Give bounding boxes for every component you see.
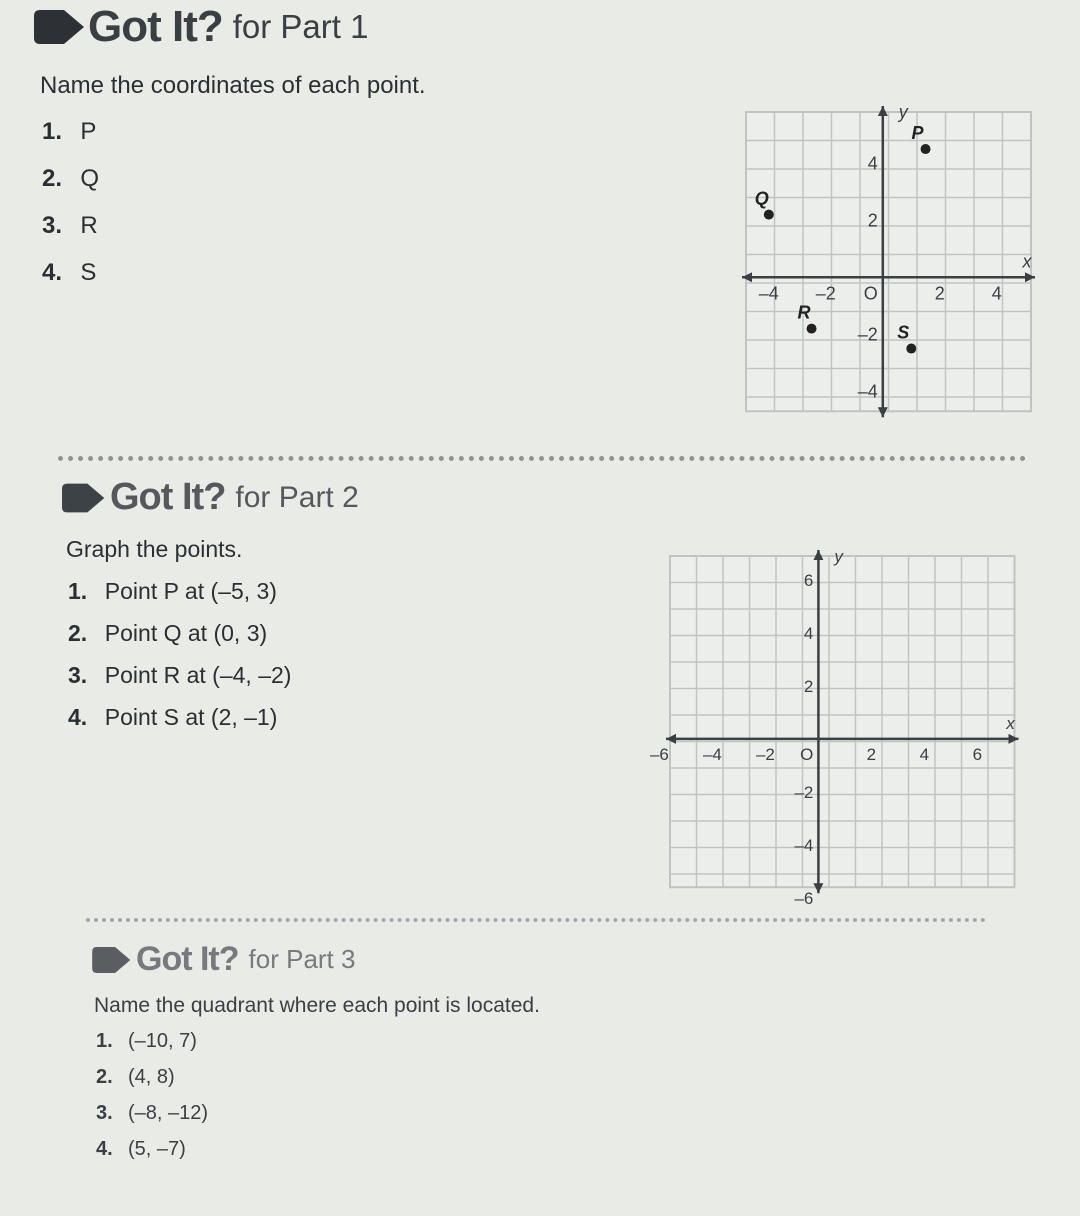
y-tick-label: 2 bbox=[867, 210, 878, 231]
y-tick-label: 6 bbox=[803, 570, 814, 590]
part2-question-2 bbox=[68, 620, 267, 647]
question-text: (5, –7) bbox=[128, 1138, 186, 1160]
point-S bbox=[906, 344, 916, 354]
x-axis-label: x bbox=[1006, 713, 1015, 733]
x-tick-label: 2 bbox=[866, 744, 877, 764]
part2-badge-icon bbox=[62, 480, 106, 516]
divider-1 bbox=[58, 456, 1026, 461]
y-tick-label: –2 bbox=[794, 782, 814, 802]
question-text: R bbox=[80, 212, 98, 239]
question-number: 2. bbox=[68, 620, 88, 646]
part3-for-part: for Part 3 bbox=[248, 944, 356, 974]
part3-question-3 bbox=[96, 1102, 208, 1125]
part2-coordinate-grid bbox=[648, 540, 1018, 908]
point-Q bbox=[764, 210, 774, 220]
y-tick-label: –4 bbox=[857, 381, 878, 402]
question-number: 4. bbox=[68, 704, 88, 730]
part3-badge-icon bbox=[92, 944, 132, 976]
part2-got-it: Got It? bbox=[110, 476, 226, 518]
divider-2 bbox=[86, 918, 986, 922]
y-tick-label: 4 bbox=[803, 623, 814, 643]
part1-question-1 bbox=[42, 118, 96, 146]
part3-got-it: Got It? bbox=[136, 940, 239, 978]
question-text: P bbox=[80, 118, 97, 145]
part3-instruction: Name the quadrant where each point is located. bbox=[94, 994, 540, 1017]
part3-heading bbox=[92, 940, 355, 979]
x-tick-label: –2 bbox=[815, 283, 836, 304]
y-axis-label: y bbox=[834, 547, 843, 566]
x-tick-label: –4 bbox=[702, 744, 722, 764]
part2-heading bbox=[62, 476, 359, 519]
x-tick-label: 4 bbox=[919, 744, 930, 764]
point-label-P: P bbox=[911, 123, 924, 144]
part1-question-2 bbox=[42, 165, 99, 193]
question-number: 2. bbox=[42, 165, 63, 192]
question-number: 1. bbox=[96, 1030, 113, 1052]
x-tick-label: 2 bbox=[934, 283, 945, 304]
point-label-Q: Q bbox=[754, 188, 769, 209]
part1-heading bbox=[34, 2, 368, 52]
y-tick-label: –2 bbox=[857, 324, 878, 345]
part2-for-part: for Part 2 bbox=[235, 480, 359, 514]
x-tick-label: 6 bbox=[972, 744, 983, 764]
part3-question-2 bbox=[96, 1066, 175, 1089]
question-number: 3. bbox=[42, 212, 63, 239]
question-text: Q bbox=[80, 165, 100, 192]
question-number: 3. bbox=[96, 1102, 113, 1124]
question-number: 4. bbox=[42, 259, 63, 286]
x-tick-label: 4 bbox=[991, 283, 1002, 304]
part1-question-3 bbox=[42, 212, 98, 240]
x-axis-label: x bbox=[1022, 251, 1032, 272]
part1-for-part: for Part 1 bbox=[232, 8, 369, 45]
origin-label: O bbox=[800, 744, 814, 764]
y-axis-label: y bbox=[898, 102, 908, 122]
part1-got-it: Got It? bbox=[88, 2, 223, 51]
y-tick-label: 2 bbox=[803, 676, 814, 696]
point-label-S: S bbox=[897, 322, 910, 343]
part2-question-4 bbox=[68, 704, 277, 731]
part1-coordinate-grid bbox=[738, 80, 1058, 420]
point-R bbox=[807, 324, 817, 334]
x-tick-label: –2 bbox=[755, 744, 775, 764]
part2-instruction: Graph the points. bbox=[66, 536, 243, 562]
question-text: S bbox=[80, 259, 97, 286]
point-P bbox=[921, 144, 931, 154]
question-number: 1. bbox=[42, 118, 63, 145]
question-text: Point Q at (0, 3) bbox=[104, 620, 268, 646]
part2-question-1 bbox=[68, 578, 277, 605]
x-tick-label: –6 bbox=[649, 744, 669, 764]
part1-instruction: Name the coordinates of each point. bbox=[40, 72, 426, 99]
question-text: Point R at (–4, –2) bbox=[104, 662, 292, 688]
part2-question-3 bbox=[68, 662, 291, 689]
part3-question-4 bbox=[96, 1138, 186, 1161]
y-tick-label: –6 bbox=[794, 888, 814, 908]
question-number: 4. bbox=[96, 1138, 113, 1160]
part3-question-1 bbox=[96, 1030, 197, 1053]
origin-label: O bbox=[863, 283, 878, 304]
part1-question-4 bbox=[42, 259, 96, 287]
y-tick-label: 4 bbox=[867, 153, 878, 174]
part1-badge-icon bbox=[34, 6, 86, 48]
question-number: 2. bbox=[96, 1066, 113, 1088]
x-tick-label: –4 bbox=[758, 283, 779, 304]
y-tick-label: –4 bbox=[794, 835, 814, 855]
question-text: (–8, –12) bbox=[128, 1102, 209, 1124]
question-text: (–10, 7) bbox=[128, 1030, 197, 1052]
question-text: (4, 8) bbox=[128, 1066, 175, 1088]
question-text: Point S at (2, –1) bbox=[104, 704, 278, 730]
question-number: 1. bbox=[68, 578, 88, 604]
question-number: 3. bbox=[68, 662, 88, 688]
question-text: Point P at (–5, 3) bbox=[104, 578, 277, 604]
point-label-R: R bbox=[797, 302, 811, 323]
grid-background bbox=[670, 556, 1015, 887]
